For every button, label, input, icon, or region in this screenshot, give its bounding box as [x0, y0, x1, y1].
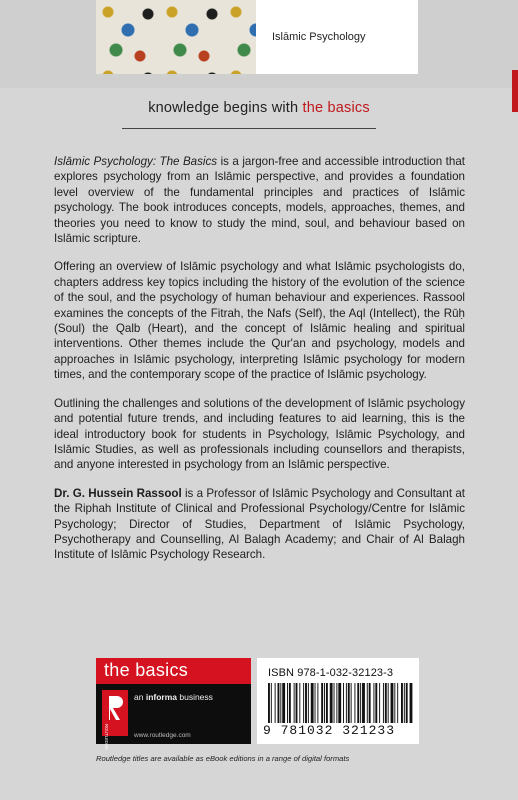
barcode-bar — [289, 683, 291, 723]
series-title: Islāmic Psychology — [272, 31, 366, 43]
informa-prefix: an — [134, 692, 146, 702]
geometric-pattern-image — [96, 0, 257, 74]
barcode-bar — [315, 683, 316, 723]
barcode-bar — [287, 683, 288, 723]
barcode-bar — [406, 683, 408, 723]
barcode-bar — [373, 683, 374, 723]
barcode-bar — [401, 683, 403, 723]
author-name: Dr. G. Hussein Rassool — [54, 486, 182, 500]
tagline — [0, 100, 518, 116]
barcode-bar — [410, 683, 413, 723]
barcode-bar — [367, 683, 368, 723]
barcode-bar — [394, 683, 395, 723]
tagline-divider — [122, 128, 376, 129]
barcode-bar — [321, 683, 323, 723]
barcode-bar — [354, 683, 355, 723]
barcode-bar — [397, 683, 398, 723]
barcode-bar — [324, 683, 325, 723]
barcode-bar — [348, 683, 350, 723]
barcode-bar — [404, 683, 405, 723]
barcode-bar — [271, 683, 272, 723]
barcode-bar — [278, 683, 280, 723]
isbn-label: ISBN 978-1-032-32123-3 — [268, 667, 394, 679]
barcode-bar — [362, 683, 365, 723]
barcode-graphic — [268, 683, 410, 723]
tagline-accent: the basics — [302, 100, 370, 116]
author-bio — [54, 486, 465, 563]
barcode-bar — [346, 683, 347, 723]
barcode-bar — [299, 683, 300, 723]
barcode-bar — [336, 683, 337, 723]
publisher-website: www.routledge.com — [134, 732, 191, 739]
barcode-bar — [360, 683, 361, 723]
barcode-bar — [383, 683, 384, 723]
book-title: Islāmic Psychology: The Basics — [54, 155, 218, 168]
blurb-paragraph-1-text: is a jargon-free and accessible introduction that explores psychology from an Islāmic perspective, and provides a foundation level overview of the fundamental principles and practices of Islāmic psychology. The book introduces concepts, models, approaches, themes, and theories you need to know to study the mind, soul, and behaviour based on Islāmic scripture. — [54, 155, 466, 246]
barcode-digits: 9 781032 321233 — [263, 723, 396, 738]
barcode-bar — [338, 683, 341, 723]
ebook-availability-note: Routledge titles are available as eBook editions in a range of digital formats — [96, 754, 350, 763]
barcode-bar — [280, 683, 281, 723]
barcode-bar — [379, 683, 380, 723]
series-branding-label: the basics — [104, 660, 189, 680]
blurb-paragraph-1 — [54, 154, 465, 246]
routledge-logo-icon — [102, 690, 128, 751]
barcode-bar — [369, 683, 371, 723]
barcode-bar — [326, 683, 328, 723]
barcode-bar — [317, 683, 318, 723]
barcode-bar — [311, 683, 314, 723]
barcode-bar — [375, 683, 377, 723]
barcode-bar — [308, 683, 309, 723]
barcode-bar — [388, 683, 389, 723]
blurb — [54, 154, 465, 576]
barcode-bar — [391, 683, 394, 723]
barcode-bar — [275, 683, 276, 723]
barcode-bar — [334, 683, 335, 723]
barcode-bar — [305, 683, 307, 723]
tagline-prefix: knowledge begins with — [148, 100, 303, 116]
author-bio-text: is a Professor of Islāmic Psychology and Consultant at the Riphah Institute of Clinical and Professional Psychology/Centre for Islāmic Psychology; Director of Studies, Department of Islāmic Psychology, Psychotherapy and Counselling, Al Balagh Academy; and Chair of Al Balagh Institute of Islāmic Psychology Research. — [54, 486, 465, 562]
informa-suffix: business — [177, 692, 213, 702]
routledge-logo-text: ROUTLEDGE — [104, 724, 109, 751]
blurb-paragraph-3: Outlining the challenges and solutions of the development of Islāmic psychology and potential future trends, and including features to aid learning, this is the ideal introductory book for students in Psychology, Islāmic Psychology, and Islāmic Studies, as well as professionals including counsellors and therapists, and anyone interested in psychology from an Islāmic perspective. — [54, 396, 465, 472]
barcode-bar — [357, 683, 359, 723]
informa-business-text — [134, 692, 213, 702]
informa-bold: informa — [145, 692, 177, 702]
barcode-bar — [303, 683, 304, 723]
barcode-bar — [294, 683, 295, 723]
barcode-bar — [385, 683, 387, 723]
barcode-bar — [296, 683, 298, 723]
barcode-bar — [268, 683, 270, 723]
blurb-paragraph-2: Offering an overview of Islāmic psychology and what Islāmic psychologists do, chapters address key topics including the history of the evolution of the science of the soul, and the psychology of human behaviour and experiences. Rassool examines the concepts of the Fitrah, the Nafs (Self), the Aql (Intellect), the Rūḥ (Soul) the Qalb (Heart), and the concept of Islāmic healing and spiritual interventions. Other themes include the Qur'an and psychology, models and approaches in Islāmic psychology, interpreting Islāmic psychology for modern times, and the contemporary scope of the practice of Islāmic psychology. — [54, 260, 465, 382]
barcode-bar — [343, 683, 344, 723]
barcode-bar — [330, 683, 333, 723]
barcode-bar — [351, 683, 352, 723]
barcode-bar — [282, 683, 285, 723]
